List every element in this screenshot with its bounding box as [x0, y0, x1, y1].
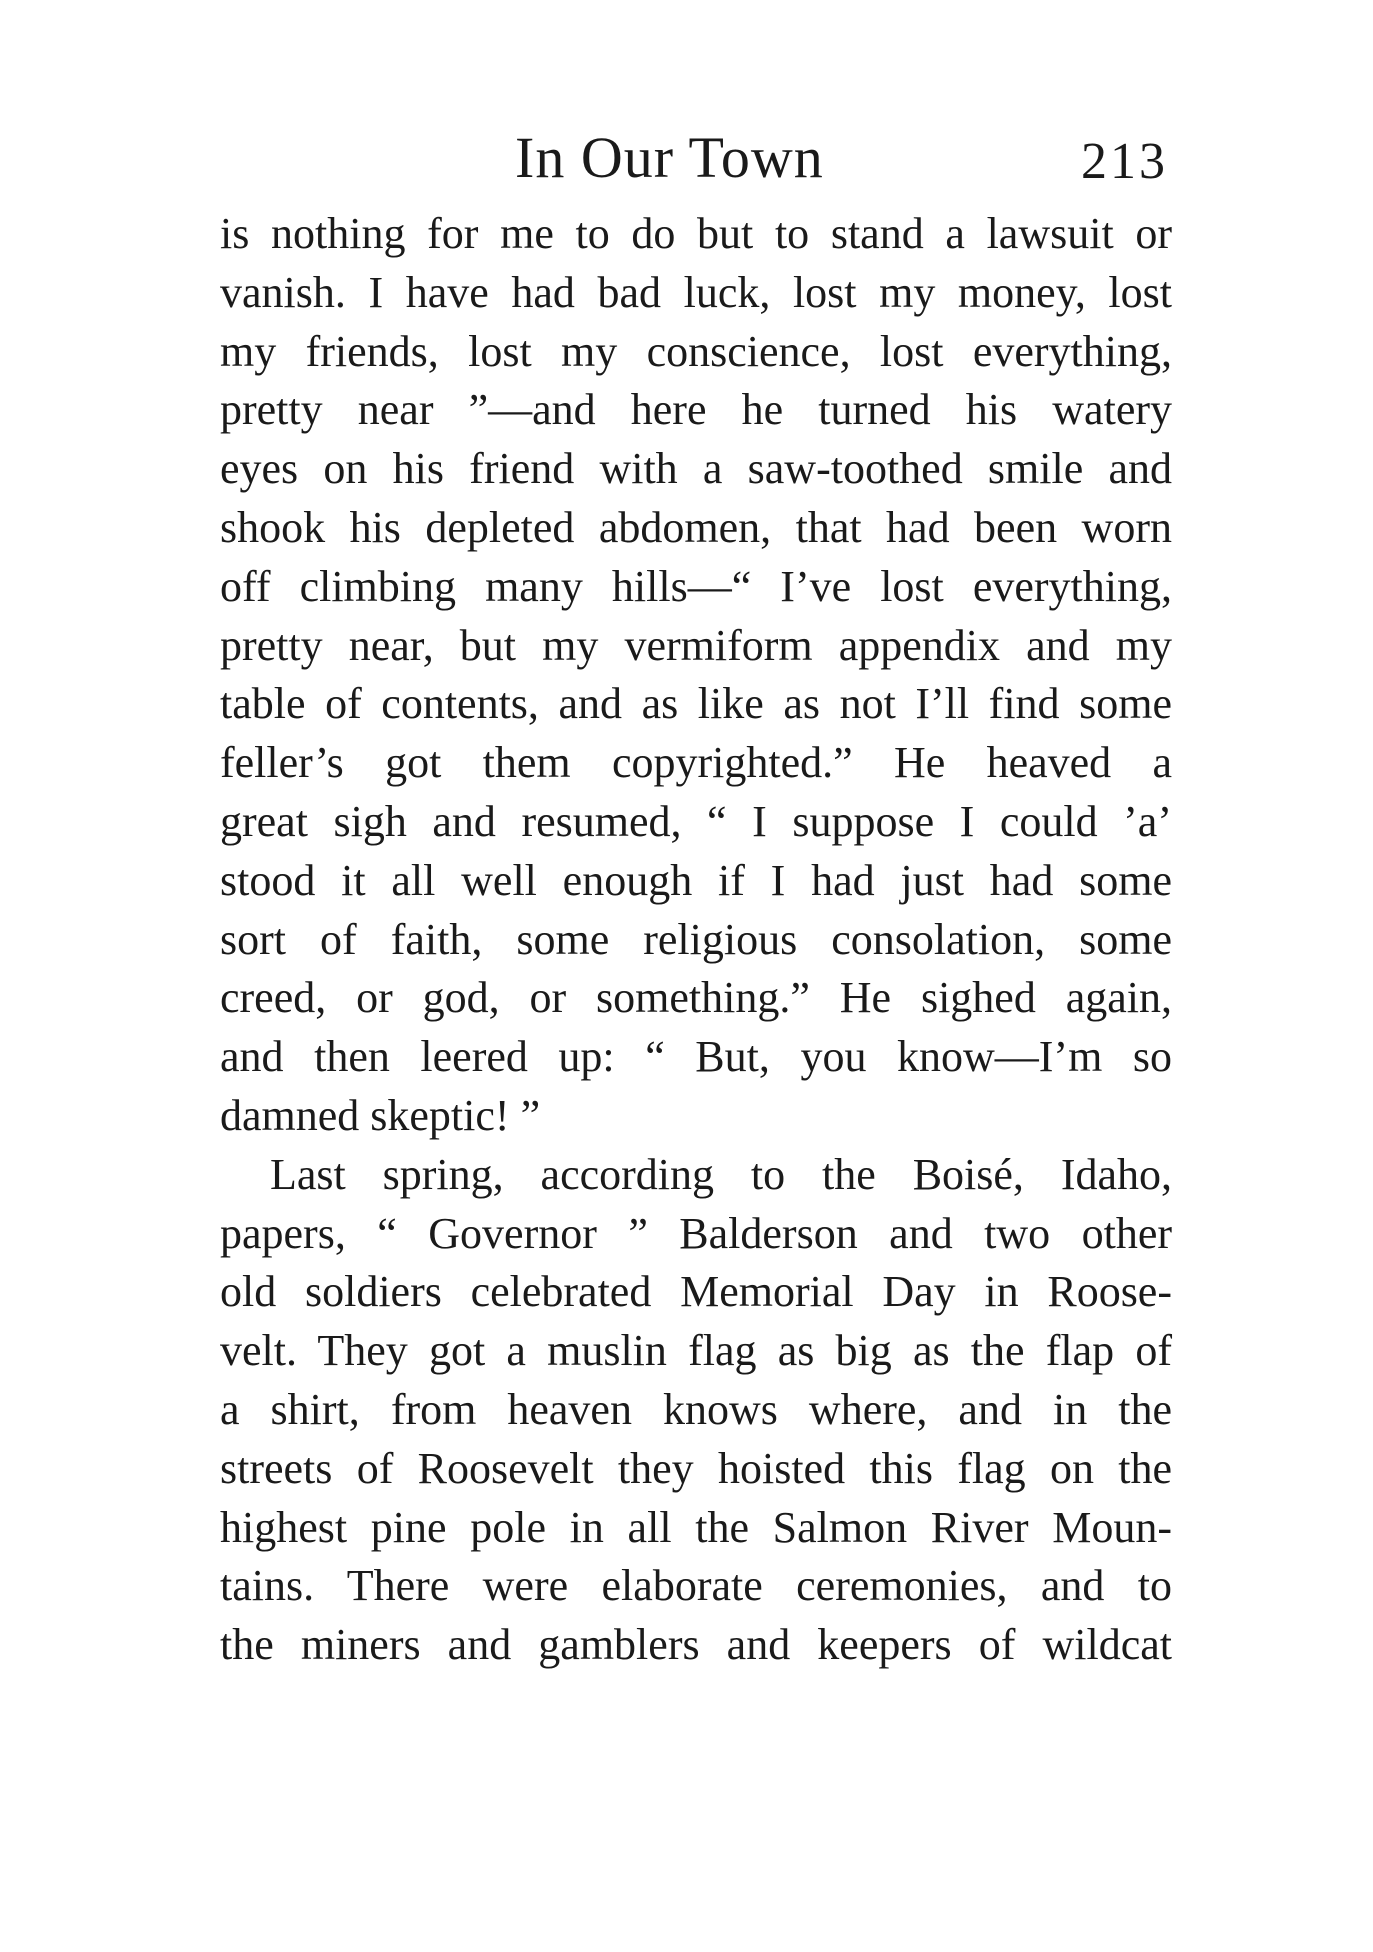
- text-line: the miners and gamblers and keepers of wildcat: [220, 1620, 1172, 1670]
- text-line: feller’s got them copyrighted.” He heaved a: [220, 738, 1172, 788]
- text-line: streets of Roosevelt they hoisted this flag on the: [220, 1443, 1172, 1493]
- body-text: [220, 205, 1172, 1675]
- text-line: vanish. I have had bad luck, lost my money, lost: [220, 267, 1172, 317]
- text-line: sort of faith, some religious consolation, some: [220, 914, 1172, 964]
- text-line: stood it all well enough if I had just had some: [220, 855, 1172, 905]
- text-line: shook his depleted abdomen, that had been worn: [220, 502, 1172, 552]
- text-line: great sigh and resumed, “ I suppose I could ’a’: [220, 796, 1172, 846]
- text-line: table of contents, and as like as not I’ll find some: [220, 679, 1172, 729]
- text-line: Last spring, according to the Boisé, Idaho,: [270, 1149, 1172, 1199]
- text-line: pretty near ”—and here he turned his watery: [220, 385, 1172, 435]
- paragraph: [220, 205, 1172, 1146]
- text-line: damned skeptic! ”: [220, 1090, 541, 1140]
- text-line: highest pine pole in all the Salmon River Moun-: [220, 1502, 1172, 1552]
- text-line: old soldiers celebrated Memorial Day in Roose-: [220, 1267, 1172, 1317]
- text-line: eyes on his friend with a saw-toothed smile and: [220, 444, 1172, 494]
- text-line: my friends, lost my conscience, lost everything,: [220, 326, 1172, 376]
- paragraph: [220, 1146, 1172, 1675]
- running-title: In Our Town: [515, 125, 824, 190]
- text-line: off climbing many hills—“ I’ve lost everything,: [220, 561, 1172, 611]
- page-number: 213: [1081, 133, 1168, 190]
- text-line: creed, or god, or something.” He sighed again,: [220, 973, 1172, 1023]
- text-line: a shirt, from heaven knows where, and in the: [220, 1384, 1172, 1434]
- text-line: is nothing for me to do but to stand a lawsuit or: [220, 209, 1172, 258]
- text-line: papers, “ Governor ” Balderson and two other: [220, 1208, 1172, 1258]
- text-line: and then leered up: “ But, you know—I’m so: [220, 1032, 1172, 1082]
- text-line: pretty near, but my vermiform appendix and my: [220, 620, 1172, 670]
- running-head: [220, 118, 1180, 198]
- text-line: tains. There were elaborate ceremonies, and to: [220, 1561, 1172, 1611]
- text-line: velt. They got a muslin flag as big as the flap of: [220, 1326, 1172, 1376]
